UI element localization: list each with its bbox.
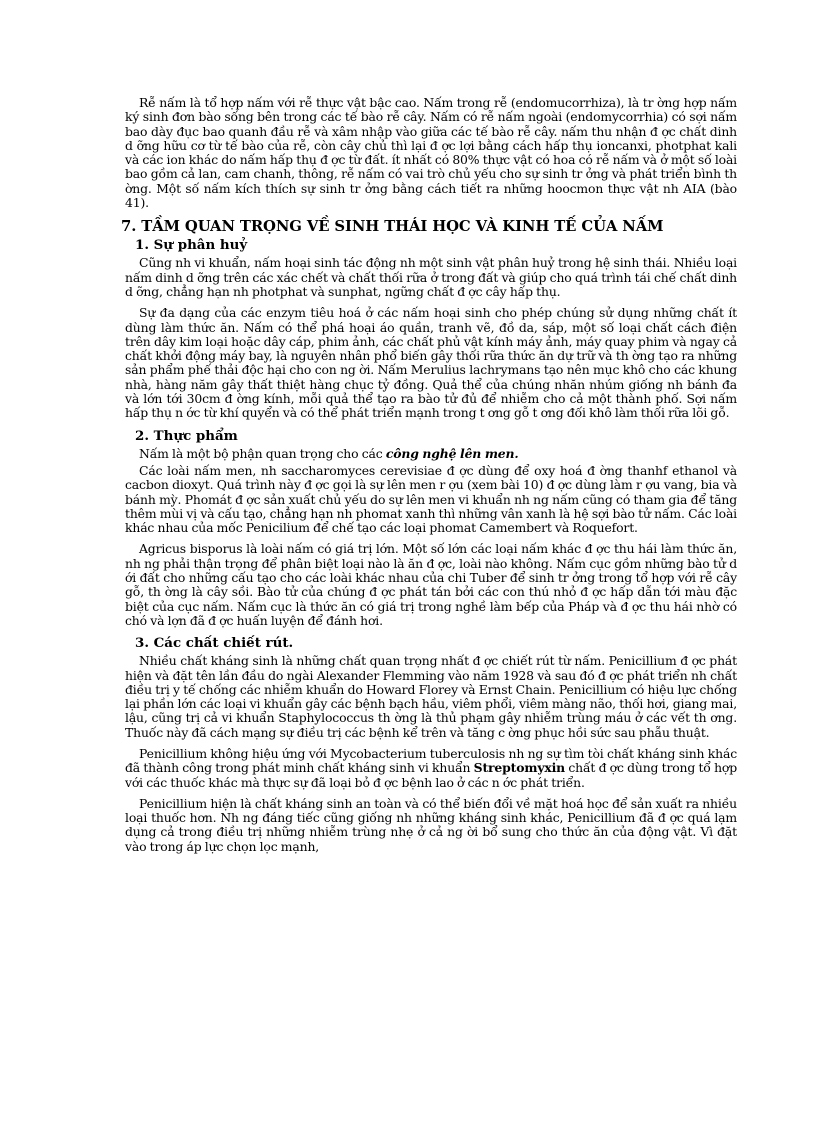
paragraph-food-intro [125,447,737,461]
subheading-extracts: 3. Các chất chiết rút. [135,635,294,652]
paragraph-extracts-3: Penicillium hiện là chất kháng sinh an toàn và có thể biến đổi về mặt hoá học để sản xuất ra nhiều loại thuốc hơn. Nh ng đáng tiếc cũng giống nh những kháng sinh khác, Penicillium đã đ ợc quá lạm dụng cả trong điều trị những nhiễm trùng nhẹ ở cả ng ời bổ sung cho thức ăn của động vật. Vì đặt vào trong áp lực chọn lọc mạnh, [125,795,737,854]
extracts-2-text-c: chất đ ợc dùng trong tổ hợp với các thuốc khác mà thực sự đã loại bỏ đ ợc bệnh lao ở các n ớc phát triển. [125,760,737,790]
paragraph-food-2: Agricus bisporus là loài nấm có giá trị lớn. Một số lớn các loại nấm khác đ ợc thu hái làm thức ăn, nh ng phải thận trọng để phân biệt loại nào là ăn đ ợc, loài nào không. Nấm cục gồm những bào tử d ới đất cho những cấu tạo cho các loài khác nhau của chi Tuber để sinh tr ởng trong tổ hợp với rễ cây gỗ, th ờng là cây sồi. Bào tử của chúng đ ợc phát tán bởi các con thú nhỏ đ ợc hấp dẫn tới màu đặc biệt của cục nấm. Nấm cục là thức ăn có giá trị trong nghề làm bếp của Pháp và đ ợc thu hái nhờ có chó và lợn đã đ ợc huấn luyện để đánh hơi. [125,541,737,628]
paragraph-decomposition-1: Cũng nh vi khuẩn, nấm hoại sinh tác động nh một sinh vật phân huỷ trong hệ sinh thái. Nhiều loại nấm dinh d ỡng trên các xác chết và chất thối rữa ở trong đất và giúp cho quá trình tái chế chất dinh d ỡng, chẳng hạn nh photphat và sunphat, ngững chất đ ợc cây hấp thụ. [125,255,737,299]
subheading-food: 2. Thực phẩm [135,427,238,444]
fermentation-term: công nghệ lên men. [385,445,519,461]
paragraph-extracts-2 [125,747,737,790]
paragraph-decomposition-2: Sự đa dạng của các enzym tiêu hoá ở các nấm hoại sinh cho phép chúng sử dụng những chất ít dùng làm thức ăn. Nấm có thể phá hoại áo quần, tranh vẽ, đồ da, sáp, một số loại chất cách điện trên dây kim loại hoặc dây cáp, phim ảnh, các chất phủ vật kính máy ảnh, máy quay phim và ngay cả chất khởi động máy bay, là nguyên nhân phổ biến gây thối rữa thức ăn dự trữ và th ờng tạo ra những sản phẩm phế thải độc hại cho con ng ời. Nấm Merulius lachrymans tạo nên mục khô cho các khung nhà, hàng năm gây thất thiệt hàng chục tỷ đồng. Quả thể của chúng nhăn nhúm giống nh bánh đa và lớn tới 30cm đ ờng kính, mỗi quả thể tạo ra bào tử đủ để nhiễm cho cả một thành phố. Sợi nấm hấp thụ n ớc từ khí quyển và có thể phát triển mạnh trong t ơng gỗ t ơng đối khô làm thối rữa lõi gỗ. [125,305,737,421]
paragraph-mycorrhiza: Rễ nấm là tổ hợp nấm với rễ thực vật bậc cao. Nấm trong rễ (endomucorrhiza), là tr ờng hợp nấm ký sinh đơn bào sống bên trong các tế bào rễ cây. Nấm có rễ nấm ngoài (endomycorrhia) có sợi nấm bao dày đục bao quanh đầu rễ và xâm nhập vào giữa các tế bào rễ cây. nấm thu nhận đ ợc chất dinh d ỡng hữu cơ từ tế bào của rễ, còn cây chủ thì lại đ ợc lợi bằng cách hấp thụ ioncanxi, photphat kali và các ion khác do nấm hấp thụ đ ợc từ đất. ít nhất có 80% thực vật có hoa có rễ nấm và ở một số loài bao gồm cả lan, cam chanh, thông, rễ nấm có vai trò chủ yếu cho sự sinh tr ởng và phát triển bình th ờng. Một số nấm kích thích sự sinh tr ởng bằng cách tiết ra những hoocmon thực vật nh AIA (bào 41). [125,95,737,211]
paragraph-extracts-1: Nhiều chất kháng sinh là những chất quan trọng nhất đ ợc chiết rút từ nấm. Penicillium đ ợc phát hiện và đặt tên lần đầu do ngài Alexander Flemming vào năm 1928 và sau đó đ ợc phát triển nh chất điều trị y tế chống các nhiễm khuẩn do Howard Florey và Ernst Chain. Penicillium có hiệu lực chống lại phần lớn các loại vi khuẩn gây các bệnh bạch hầu, viêm phổi, viêm màng não, thối hơi, giang mai, lậu, cũng trị cả vi khuẩn Staphylococcus th ờng là thủ phạm gây nhiễm trùng máu ở các vết th ơng. Thuốc này đã cách mạng sự điều trị các bệnh kể trên và tăng c ờng phục hồi sức sau phẫu thuật. [125,653,737,740]
page-body [121,95,737,861]
food-intro-text: Nấm là một bộ phận quan trọng cho các [139,445,386,461]
section-heading-importance: 7. TẦM QUAN TRỌNG VỀ SINH THÁI HỌC VÀ KINH TẾ CỦA NẤM [121,218,664,236]
streptomyxin-term: Streptomyxin [473,760,566,776]
paragraph-food-1: Các loài nấm men, nh saccharomyces cerevisiae đ ợc dùng để oxy hoá đ ờng thanhf ethanol và cacbon dioxyt. Quá trình này đ ợc gọi là sự lên men r ợu (xem bài 10) đ ợc dùng làm r ợu vang, bia và bánh mỳ. Phomát đ ợc sản xuất chủ yếu do sự lên men vi khuẩn nh ng nấm cũng có tham gia để tăng thêm mùi vị và cấu tạo, chẳng hạn nh phomat xanh thì những vân xanh là hệ sợi bào tử nấm. Các loài khác nhau của mốc Penicilium để chế tạo các loại phomat Camembert và Roquefort. [125,462,737,536]
extracts-2-text-a: Penicillium không hiệu ứng với Mycobacterium tuberculosis nh ng sự tìm tòi chất kháng sinh khác đã thành công trong phát minh chất kháng sinh vi khuẩn [125,745,737,776]
subheading-decomposition: 1. Sự phân huỷ [135,237,248,254]
